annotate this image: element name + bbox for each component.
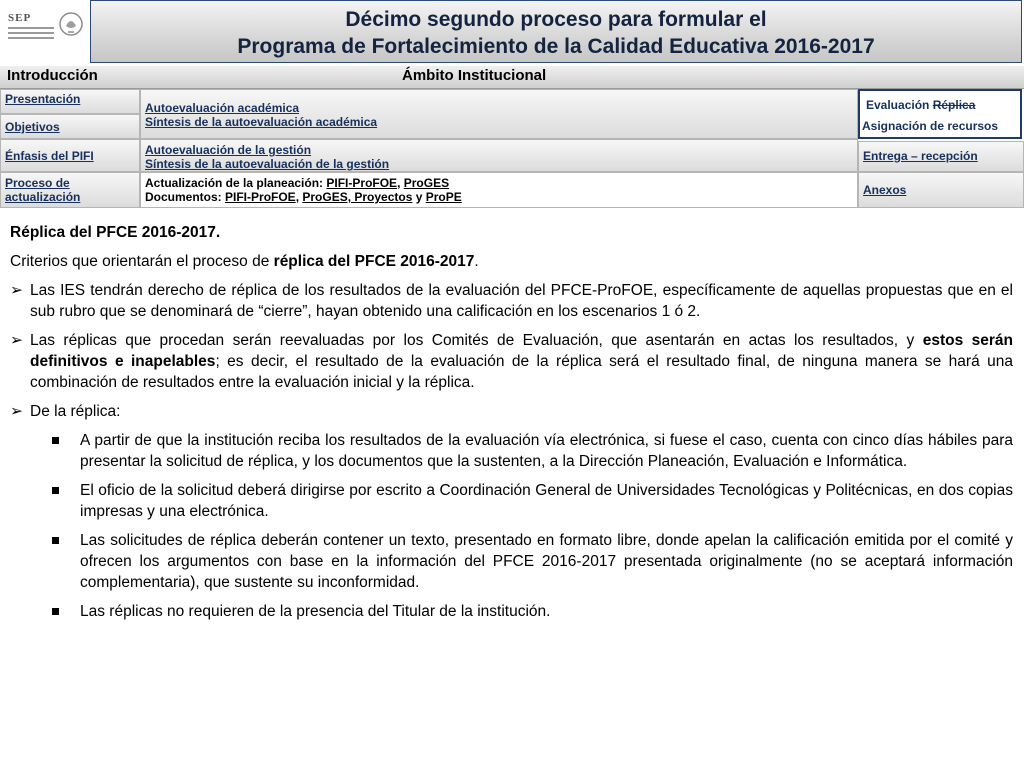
- arrow-bullet-icon: ➢: [10, 332, 23, 349]
- criterios-paragraph: [10, 251, 1013, 272]
- nav-evaluacion[interactable]: Evaluación: [866, 98, 930, 112]
- nav-sintesis-autoevaluacion-academica[interactable]: Síntesis de la autoevaluación académica: [145, 115, 378, 129]
- title-banner: [90, 0, 1022, 63]
- arrow-bullet-icon: ➢: [10, 403, 23, 420]
- nav-autoevaluacion-academica[interactable]: Autoevaluación académica: [145, 101, 300, 115]
- criterios-text: Criterios que orientarán el proceso de: [10, 253, 274, 270]
- nav-presentacion[interactable]: Presentación: [0, 89, 140, 114]
- criterios-end: .: [474, 253, 479, 270]
- nav-replica[interactable]: Réplica: [932, 98, 976, 112]
- link-doc-pifi-profoe[interactable]: PIFI-ProFOE: [225, 190, 296, 204]
- bullet-emphasis: estos serán definitivos e inapelables: [30, 332, 1013, 370]
- nav-autoevaluacion-gestion-group: [140, 139, 858, 172]
- nav-entrega-recepcion[interactable]: Entrega – recepción: [858, 141, 1024, 172]
- documentos-label: Documentos:: [145, 190, 226, 204]
- sub-bullet-text: Las réplicas no requieren de la presencia del Titular de la institución.: [80, 603, 551, 620]
- sub-list-item: [10, 480, 1013, 522]
- criterios-emphasis: réplica del PFCE 2016-2017: [273, 253, 475, 270]
- navigation-grid: [0, 89, 1024, 211]
- nav-actualizacion-group: [140, 172, 858, 208]
- sub-bullet-text: Las solicitudes de réplica deberán contener un texto, presentado en formato libre, donde apelan la calificación emitida por el comité y ofrecen los argumentos con base en la información del PFCE 2016-2017 presentada originalmente (no se aceptará información complementaria), que sustente su inconformidad.: [80, 532, 1013, 591]
- sub-bullet-text: El oficio de la solicitud deberá dirigirse por escrito a Coordinación General de Universidades Tecnológicas y Politécnicas, en dos copias impresas y una electrónica.: [80, 482, 1013, 520]
- link-doc-prope[interactable]: ProPE: [425, 190, 462, 204]
- nav-introduccion[interactable]: Introducción: [7, 67, 98, 84]
- header: [0, 0, 1024, 67]
- nav-objetivos[interactable]: Objetivos: [0, 114, 140, 139]
- nav-autoevaluacion-academica-group: [140, 89, 858, 139]
- sub-list-item: [10, 430, 1013, 472]
- nav-enfasis-pifi[interactable]: Énfasis del PIFI: [0, 139, 140, 172]
- link-pifi-profoe[interactable]: PIFI-ProFOE: [326, 176, 398, 190]
- sep-logo: [0, 0, 90, 66]
- bullet-text-end: ; es decir, el resultado de la evaluación de la réplica será el resultado final, de ninguna manera se hará una combinación de resultados entre la evaluación inicial y la réplica.: [30, 353, 1014, 391]
- bullet-text: Las IES tendrán derecho de réplica de los resultados de la evaluación del PFCE-ProFOE, específicamente de aquellas propuestas que en el sub rubro que se denominará de “cierre”, hayan obtenido una calificación en los escenarios 1 ó 2.: [30, 282, 1013, 320]
- bullet-text: Las réplicas que procedan serán reevaluadas por los Comités de Evaluación, que asentarán en actas los resultados, y: [30, 332, 923, 349]
- nav-anexos[interactable]: Anexos: [858, 172, 1024, 208]
- nav-sintesis-autoevaluacion-gestion[interactable]: Síntesis de la autoevaluación de la gestión: [145, 157, 390, 171]
- list-item: [10, 280, 1013, 322]
- sub-list-item: [10, 530, 1013, 593]
- list-item: [10, 330, 1013, 393]
- actualizacion-row: [145, 176, 853, 190]
- nav-asignacion-recursos[interactable]: Asignación de recursos: [862, 119, 999, 133]
- sep-logo-text: SEP: [8, 12, 32, 24]
- sep-logo-subtext-lines: [8, 27, 54, 42]
- mexico-seal-icon: [58, 10, 84, 40]
- evaluacion-highlight-box: [858, 89, 1022, 139]
- page-title-line1: Décimo segundo proceso para formular el: [345, 8, 767, 31]
- nav-evaluacion-row: [866, 98, 975, 112]
- separator: ,: [295, 190, 303, 204]
- separator: ,: [397, 176, 404, 190]
- section-bar: [0, 66, 1024, 89]
- nav-proceso-actualizacion[interactable]: Proceso de actualización: [0, 172, 140, 208]
- square-bullet-icon: [52, 487, 59, 494]
- main-content: [10, 222, 1013, 630]
- documentos-row: [145, 190, 853, 204]
- link-doc-proges-proyectos[interactable]: ProGES, Proyectos: [302, 190, 413, 204]
- list-item: [10, 401, 1013, 422]
- arrow-bullet-icon: ➢: [10, 282, 23, 299]
- square-bullet-icon: [52, 537, 59, 544]
- page-title-line2: Programa de Fortalecimiento de la Calidad Educativa 2016-2017: [237, 35, 875, 58]
- separator: y: [412, 190, 426, 204]
- link-proges[interactable]: ProGES: [403, 176, 450, 190]
- actualizacion-label: Actualización de la planeación:: [145, 176, 327, 190]
- square-bullet-icon: [52, 608, 59, 615]
- sub-bullet-text: A partir de que la institución reciba los resultados de la evaluación vía electrónica, si fuese el caso, cuenta con cinco días hábiles para presentar la solicitud de réplica, y los documentos que la sustenten, a la Dirección Planeación, Evaluación e Informática.: [80, 432, 1013, 470]
- bullet-text: De la réplica:: [30, 403, 121, 420]
- square-bullet-icon: [52, 437, 59, 444]
- nav-autoevaluacion-gestion[interactable]: Autoevaluación de la gestión: [145, 143, 312, 157]
- sub-list-item: [10, 601, 1013, 622]
- content-heading: Réplica del PFCE 2016-2017.: [10, 224, 221, 241]
- section-title-ambito: Ámbito Institucional: [402, 67, 547, 84]
